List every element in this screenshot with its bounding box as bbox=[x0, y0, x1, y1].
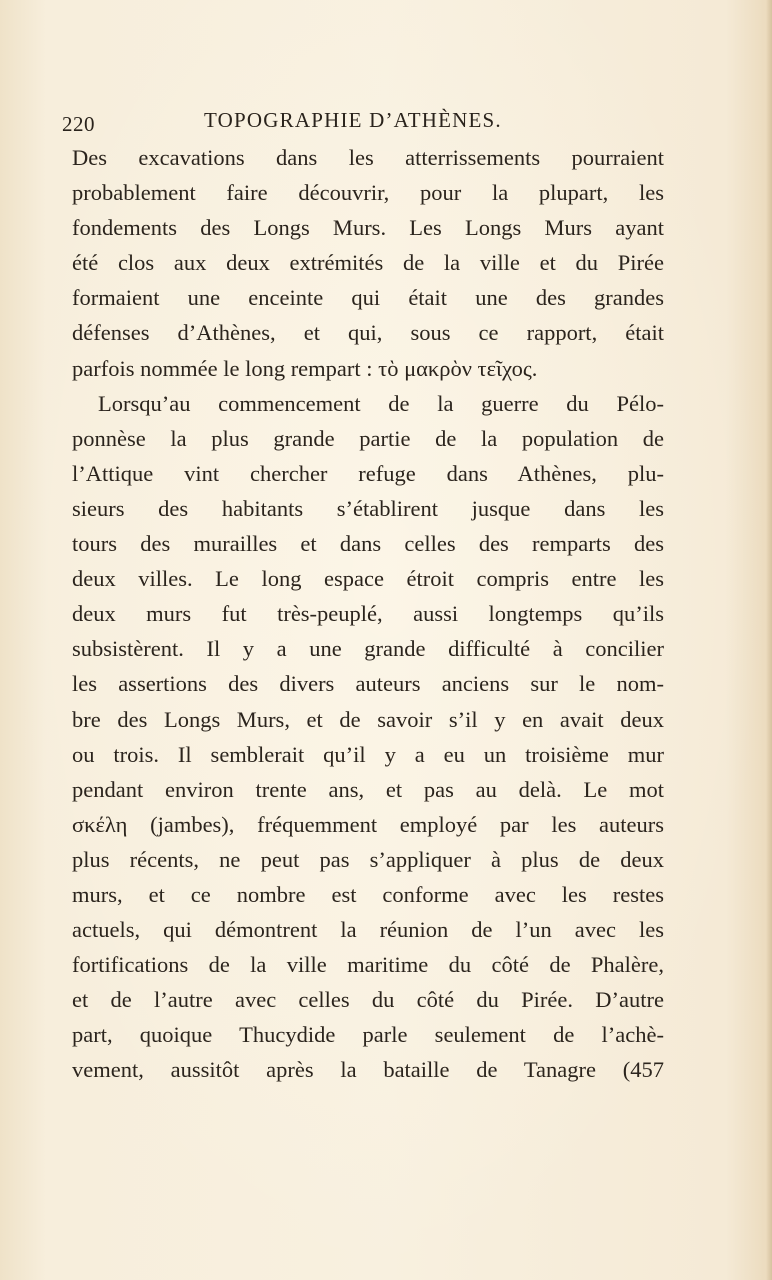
text-line: et de l’autre avec celles du côté du Pirée. D’autre bbox=[72, 987, 664, 1013]
text-line: part, quoique Thucydide parle seulement de l’achè- bbox=[72, 1022, 664, 1048]
text-line: parfois nommée le long rempart : τὸ μακρὸν τεῖχος. bbox=[72, 355, 538, 381]
text-line: ou trois. Il semblerait qu’il y a eu un troisième mur bbox=[72, 741, 664, 767]
text-line: fortifications de la ville maritime du côté de Phalère, bbox=[72, 952, 664, 978]
text-line: été clos aux deux extrémités de la ville et du Pirée bbox=[72, 250, 664, 276]
text-line: formaient une enceinte qui était une des grandes bbox=[72, 285, 664, 311]
text-line: subsistèrent. Il y a une grande difficulté à concilier bbox=[72, 636, 664, 662]
text-line: murs, et ce nombre est conforme avec les restes bbox=[72, 881, 664, 907]
text-line: pendant environ trente ans, et pas au delà. Le mot bbox=[72, 776, 664, 802]
body-text bbox=[72, 140, 664, 1088]
text-line: deux villes. Le long espace étroit compris entre les bbox=[72, 566, 664, 592]
text-line: bre des Longs Murs, et de savoir s’il y en avait deux bbox=[72, 706, 664, 732]
page-edge-shadow bbox=[766, 0, 772, 1280]
text-line: vement, aussitôt après la bataille de Tanagre (457 bbox=[72, 1057, 664, 1083]
page-header bbox=[62, 104, 672, 140]
text-line: sieurs des habitants s’établirent jusque dans les bbox=[72, 495, 664, 521]
text-line: Lorsqu’au commencement de la guerre du Pélo- bbox=[98, 390, 664, 416]
text-line: actuels, qui démontrent la réunion de l’un avec les bbox=[72, 917, 664, 943]
running-title: TOPOGRAPHIE D’ATHÈNES. bbox=[204, 108, 502, 132]
text-line: ponnèse la plus grande partie de la population de bbox=[72, 425, 664, 451]
text-line: probablement faire découvrir, pour la plupart, les bbox=[72, 180, 664, 206]
text-line: les assertions des divers auteurs anciens sur le nom- bbox=[72, 671, 664, 697]
text-line: σκέλη (jambes), fréquemment employé par les auteurs bbox=[72, 811, 664, 837]
page-number: 220 bbox=[62, 112, 95, 136]
text-line: l’Attique vint chercher refuge dans Athènes, plu- bbox=[72, 460, 664, 486]
text-line: tours des murailles et dans celles des remparts des bbox=[72, 531, 664, 557]
text-line: fondements des Longs Murs. Les Longs Murs ayant bbox=[72, 215, 664, 241]
text-line: deux murs fut très-peuplé, aussi longtemps qu’ils bbox=[72, 601, 664, 627]
text-line: plus récents, ne peut pas s’appliquer à plus de deux bbox=[72, 846, 664, 872]
text-line: Des excavations dans les atterrissements pourraient bbox=[72, 145, 664, 170]
text-line: défenses d’Athènes, et qui, sous ce rapport, était bbox=[72, 320, 664, 346]
